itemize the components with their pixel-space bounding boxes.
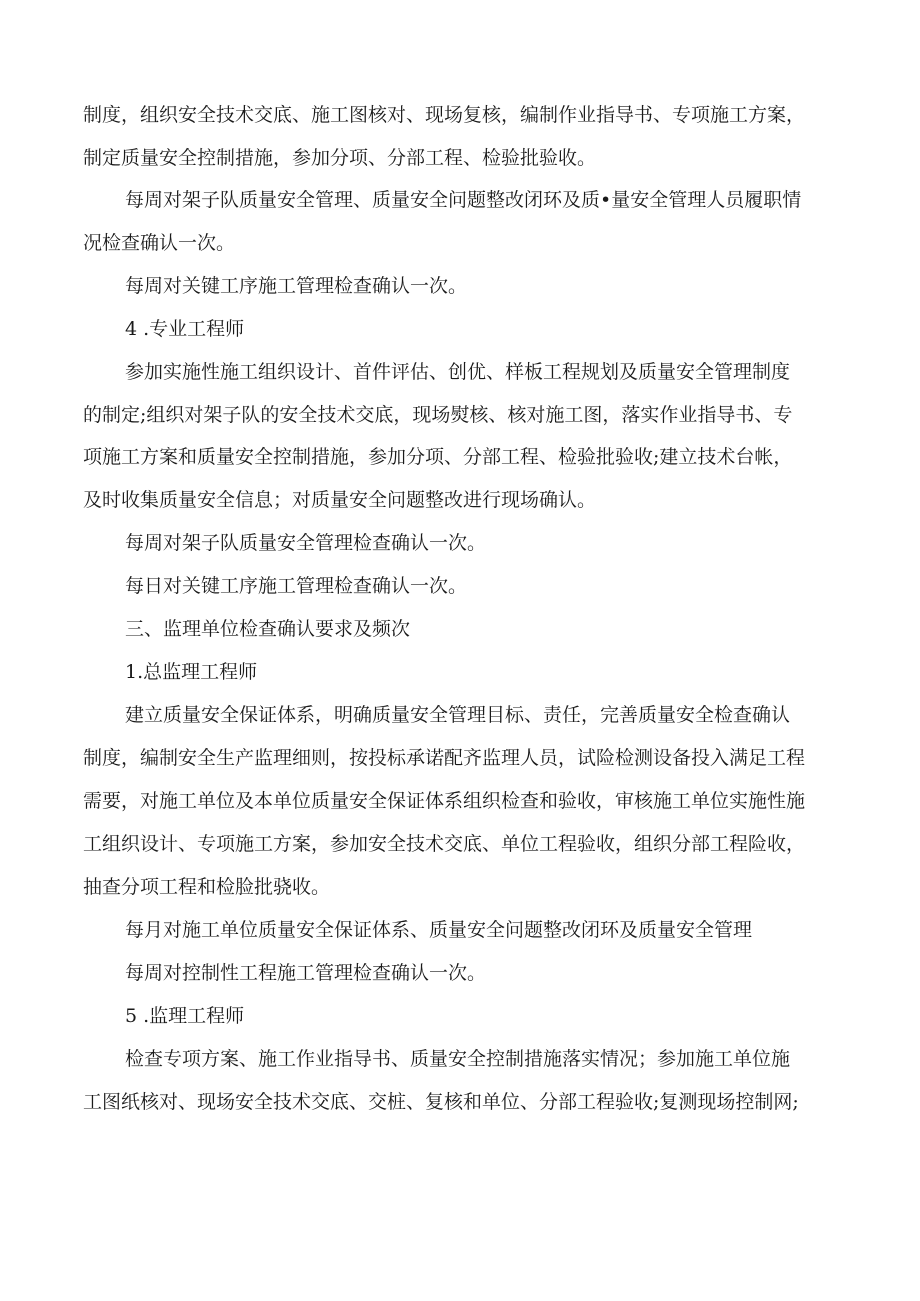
text-line: 每月对施工单位质量安全保证体系、质量安全问题整改闭环及质量安全管理 bbox=[125, 919, 753, 941]
text-line: 建立质量安全保证体系，明确质量安全管理目标、责任，完善质量安全检查确认 bbox=[125, 704, 791, 726]
text-line: 工组织设计、专项施工方案，参加安全技术交底、单位工程验收，组织分部工程险收， bbox=[83, 833, 806, 855]
section-heading: 三、监理单位检查确认要求及频次 bbox=[125, 618, 411, 640]
text-line: 及时收集质量安全信息；对质量安全问题整改进行现场确认。 bbox=[83, 489, 597, 511]
text-line: 况检查确认一次。 bbox=[83, 232, 236, 254]
text-line: 每周对架子队质量安全管理、质量安全问题整改闭环及质•量安全管理人员履职情 bbox=[125, 189, 802, 211]
text-line: 每周对关键工序施工管理检查确认一次。 bbox=[125, 275, 468, 297]
text-line: 需要，对施工单位及本单位质量安全保证体系组织检查和验收，审核施工单位实施性施 bbox=[83, 790, 806, 812]
text-line: 检查专项方案、施工作业指导书、质量安全控制措施落实情况；参加施工单位施 bbox=[125, 1048, 791, 1070]
section-heading: 5 .监理工程师 bbox=[125, 1005, 245, 1027]
text-line: 每周对控制性工程施工管理检查确认一次。 bbox=[125, 962, 487, 984]
text-line: 制定质量安全控制措施，参加分项、分部工程、检验批验收。 bbox=[83, 147, 597, 169]
text-line: 的制定;组织对架子队的安全技术交底，现场熨核、核对施工图，落实作业指导书、专 bbox=[83, 404, 793, 426]
section-heading: 4 .专业工程师 bbox=[125, 318, 245, 340]
text-line: 制度，组织安全技术交底、施工图核对、现场复核，编制作业指导书、专项施工方案， bbox=[83, 104, 806, 126]
text-line: 工图纸核对、现场安全技术交底、交桩、复核和单位、分部工程验收;复测现场控制网; bbox=[83, 1091, 799, 1113]
text-line: 制度，编制安全生产监理细则，按投标承诺配齐监理人员，试险检测设备投入满足工程 bbox=[83, 747, 806, 769]
text-line: 参加实施性施工组织设计、首件评估、创优、样板工程规划及质量安全管理制度 bbox=[125, 361, 791, 383]
text-line: 项施工方案和质量安全控制措施，参加分项、分部工程、检验批验收;建立技术台帐， bbox=[83, 446, 793, 468]
text-line: 每周对架子队质量安全管理检查确认一次。 bbox=[125, 532, 487, 554]
text-line: 抽查分项工程和检脸批骁收。 bbox=[83, 876, 331, 898]
section-heading: 1.总监理工程师 bbox=[125, 661, 258, 683]
text-line: 每日对关键工序施工管理检查确认一次。 bbox=[125, 575, 468, 597]
